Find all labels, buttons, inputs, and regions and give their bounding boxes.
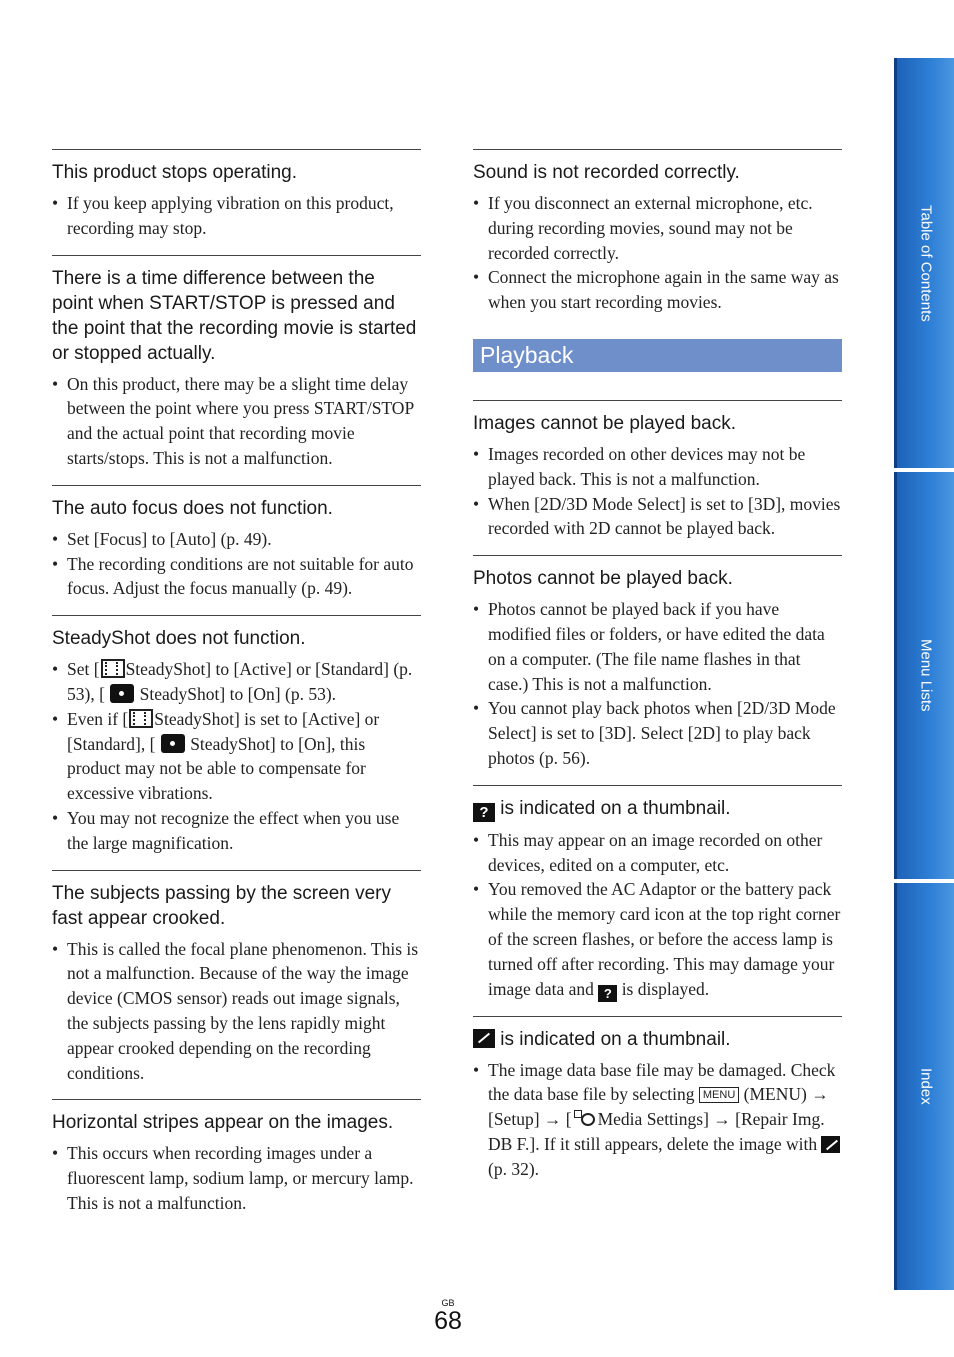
list-item: • If you keep applying vibration on this product, recording may stop. (52, 191, 421, 241)
troubleshoot-sound (473, 149, 842, 321)
bullet-list (473, 1058, 842, 1182)
section-heading (473, 1027, 842, 1052)
section-heading: The auto focus does not function. (52, 497, 333, 519)
text-fragment: SteadyShot] to [On] (p. 53). (139, 683, 337, 704)
bullet-list (473, 597, 842, 771)
bullet-list (473, 442, 842, 541)
list-item: • Photos cannot be played back if you have modified files or folders, or have edited the data on a computer. (The file name flashes in that case.) This is not a malfunction. (473, 597, 842, 696)
troubleshoot-broken-thumbnail (473, 1016, 842, 1196)
bullet-list (52, 937, 421, 1086)
text-fragment: You removed the AC Adaptor or the battery pack while the memory card icon at the top right corner of the screen flashes, or before the access lamp is turned off after recording. This may damage your image data and (488, 879, 841, 999)
list-item: • The recording conditions are not suitable for auto focus. Adjust the focus manually (p. 49). (52, 552, 421, 602)
film-icon (101, 659, 125, 678)
text-fragment: is displayed. (621, 978, 710, 999)
tab-index[interactable] (894, 883, 954, 1290)
question-mark-icon: ? (473, 803, 495, 822)
troubleshoot-time-difference (52, 255, 421, 485)
list-item: • You may not recognize the effect when you use the large magnification. (52, 806, 421, 856)
left-column (52, 149, 421, 1230)
list-item: • You cannot play back photos when [2D/3D Mode Select] is set to [3D]. Select [2D] to play back photos (p. 56). (473, 696, 842, 770)
list-item (52, 657, 421, 707)
section-heading: Sound is not recorded correctly. (473, 162, 740, 183)
text-fragment: SteadyShot] to [On], this product may not be able to compensate for excessive vibrations. (67, 733, 366, 804)
bullet-list (52, 1141, 421, 1215)
list-item (473, 877, 842, 1001)
sidebar-nav (894, 58, 954, 1290)
text-fragment: SteadyShot] is set to [Active] or [Standard], [ (67, 708, 380, 754)
question-mark-icon: ? (598, 985, 617, 1002)
section-heading: Images cannot be played back. (473, 412, 737, 434)
tab-label: Table of Contents (917, 204, 935, 322)
tab-label: Index (917, 1068, 935, 1105)
menu-button-icon: MENU (699, 1087, 739, 1103)
list-item: • Connect the microphone again in the same way as when you start recording movies. (473, 265, 842, 315)
section-heading: Horizontal stripes appear on the images. (52, 1112, 394, 1134)
list-item: • If you disconnect an external microphone, etc. during recording movies, sound may not be recorded correctly. (473, 191, 842, 265)
bullet-list (473, 191, 842, 315)
bullet-list (52, 657, 421, 855)
text-fragment: (p. 32). (488, 1158, 540, 1179)
camera-icon (110, 684, 134, 703)
list-item: • Set [Focus] to [Auto] (p. 49). (52, 527, 421, 552)
troubleshoot-auto-focus (52, 485, 421, 615)
text-fragment: (MENU) → [Setup] → [ (488, 1084, 829, 1130)
troubleshoot-question-thumbnail (473, 785, 842, 1016)
broken-image-icon (821, 1136, 840, 1153)
broken-image-icon (473, 1029, 495, 1048)
list-item: • This occurs when recording images under a fluorescent lamp, sodium lamp, or mercury lamp. This is not a malfunction. (52, 1141, 421, 1215)
list-item: • This may appear on an image recorded on other devices, edited on a computer, etc. (473, 828, 842, 878)
bullet-list (473, 828, 842, 1002)
text-fragment: SteadyShot] to [Active] or [Standard] (p. 53), [ (67, 659, 413, 704)
list-item (473, 1058, 842, 1182)
section-heading: Photos cannot be played back. (473, 568, 733, 590)
bullet-list (52, 527, 421, 601)
tab-menu-lists[interactable] (894, 472, 954, 879)
troubleshoot-stops-operating (52, 149, 421, 255)
section-heading: This product stops operating. (52, 162, 298, 183)
list-item: • This is called the focal plane phenomenon. This is not a malfunction. Because of the way the image device (CMOS sensor) reads out image signals, the subjects passing by the lens rapidly might appear crooked depending on the recording conditions. (52, 937, 421, 1086)
troubleshoot-horizontal-stripes (52, 1099, 421, 1229)
text-fragment: Even if [ (67, 708, 129, 729)
playback-section-banner: Playback (473, 339, 842, 372)
troubleshoot-images-playback (473, 400, 842, 555)
troubleshoot-steadyshot (52, 615, 421, 869)
region-code: GB (441, 1298, 455, 1308)
list-item: • When [2D/3D Mode Select] is set to [3D], movies recorded with 2D cannot be played back. (473, 492, 842, 542)
heading-text: is indicated on a thumbnail. (500, 797, 731, 819)
tab-table-of-contents[interactable] (894, 58, 954, 468)
text-fragment: Set [ (67, 659, 100, 680)
bullet-list (52, 372, 421, 471)
film-icon (129, 709, 153, 728)
list-item: • Images recorded on other devices may not be played back. This is not a malfunction. (473, 442, 842, 492)
list-item (52, 707, 421, 806)
section-heading: SteadyShot does not function. (52, 628, 306, 650)
section-heading (473, 796, 842, 822)
section-heading: The subjects passing by the screen very fast appear crooked. (52, 882, 392, 929)
camera-icon (161, 734, 185, 753)
tab-label: Menu Lists (917, 639, 935, 712)
section-heading: There is a time difference between the point when START/STOP is pressed and the point that the recording movie is started or stopped actually. (52, 267, 417, 364)
right-column (473, 149, 842, 1196)
troubleshoot-photos-playback (473, 555, 842, 785)
troubleshoot-crooked-subjects (52, 870, 421, 1100)
text-fragment: Media Settings] → [Repair Img. DB F.]. If it still appears, delete the image with (488, 1109, 825, 1154)
page-number-value: 68 (434, 1307, 462, 1335)
list-item: • On this product, there may be a slight time delay between the point where you press START/STOP and the actual point that recording movie starts/stops. This is not a malfunction. (52, 372, 421, 471)
media-settings-icon (572, 1110, 598, 1128)
text-fragment: The image data base file may be damaged. Check the data base file by selecting (488, 1059, 836, 1105)
heading-text: is indicated on a thumbnail. (500, 1028, 731, 1050)
page-number (428, 1298, 468, 1334)
bullet-list (52, 191, 421, 241)
